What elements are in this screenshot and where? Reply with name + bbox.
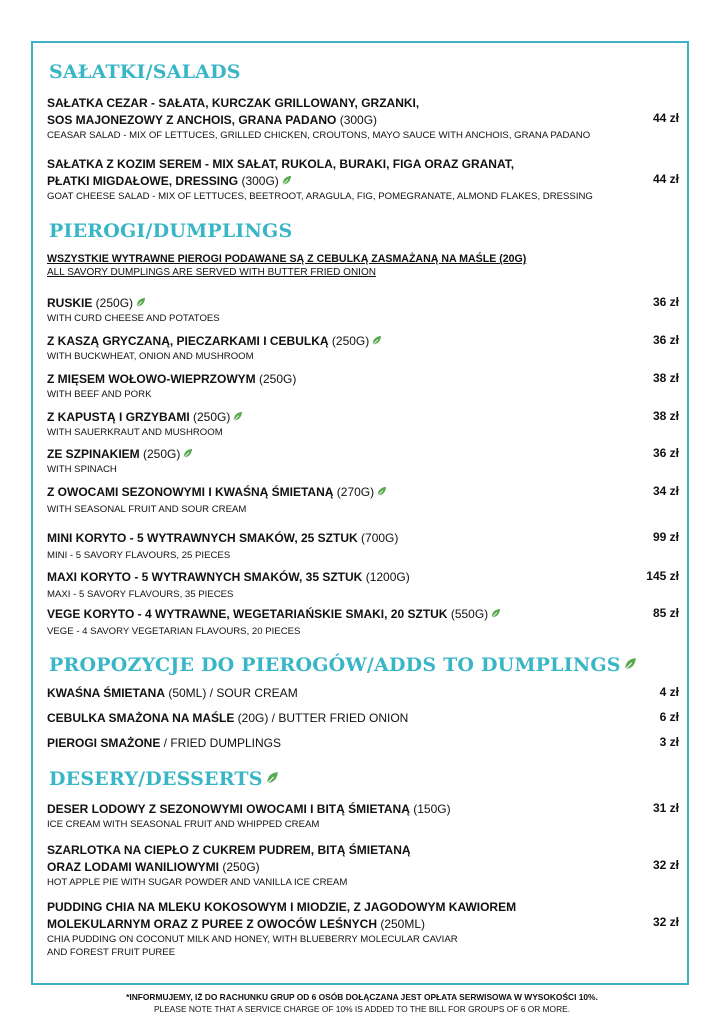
- item-english: WITH CURD CHEESE AND POTATOES: [47, 313, 220, 324]
- item-name-line1: SAŁATKA CEZAR - SAŁATA, KURCZAK GRILLOWANY, GRZANKI,: [47, 96, 420, 110]
- item-english: MINI - 5 SAVORY FLAVOURS, 25 PIECES: [47, 550, 231, 561]
- menu-item-fried-onion: [47, 710, 679, 727]
- item-english-line1: CHIA PUDDING ON COCONUT MILK AND HONEY, WITH BLUEBERRY MOLECULAR CAVIAR: [47, 934, 458, 945]
- item-english: MAXI - 5 SAVORY FLAVOURS, 35 PIECES: [47, 589, 234, 600]
- item-price: 4 zł: [659, 685, 679, 699]
- item-english: WITH SAUERKRAUT AND MUSHROOM: [47, 427, 223, 438]
- item-name-line2: PŁATKI MIGDAŁOWE, DRESSING: [47, 174, 239, 188]
- leaf-icon: [371, 335, 382, 346]
- dumplings-note: [47, 252, 679, 280]
- item-detail: (50ML) / SOUR CREAM: [165, 686, 298, 700]
- item-name: RUSKIE: [47, 296, 93, 310]
- item-english: HOT APPLE PIE WITH SUGAR POWDER AND VANILLA ICE CREAM: [47, 877, 348, 888]
- service-charge-note: [0, 991, 724, 1015]
- item-price: 44 zł: [652, 111, 679, 125]
- item-price: 32 zł: [652, 858, 679, 872]
- menu-item-vege-koryto: [47, 606, 679, 638]
- section-title-text: DESERY/DESSERTS: [49, 768, 263, 790]
- item-name: Z OWOCAMI SEZONOWYMI I KWAŚNĄ ŚMIETANĄ: [47, 485, 334, 499]
- menu-item-ice-cream: [47, 801, 679, 831]
- menu-item-sour-cream: [47, 685, 679, 702]
- item-price: 6 zł: [659, 710, 679, 724]
- menu-item-ruskie: [47, 295, 679, 325]
- item-name-line1: SZARLOTKA NA CIEPŁO Z CUKREM PUDREM, BITĄ ŚMIETANĄ: [47, 843, 411, 857]
- item-detail: / FRIED DUMPLINGS: [160, 736, 282, 750]
- item-name: CEBULKA SMAŻONA NA MAŚLE: [47, 711, 235, 725]
- item-weight: (300G): [336, 113, 378, 127]
- leaf-icon: [135, 297, 146, 308]
- item-name: DESER LODOWY Z SEZONOWYMI OWOCAMI I BITĄ ŚMIETANĄ: [47, 802, 410, 816]
- item-detail: (20G) / BUTTER FRIED ONION: [234, 711, 409, 725]
- menu-item-caesar-salad: [47, 95, 679, 142]
- item-name-line1: SAŁATKA Z KOZIM SEREM - MIX SAŁAT, RUKOLA, BURAKI, FIGA ORAZ GRANAT,: [47, 157, 515, 171]
- menu-item-beef-pork: [47, 371, 679, 401]
- section-title-desserts: [49, 768, 279, 790]
- item-name: ZE SZPINAKIEM: [47, 447, 140, 461]
- leaf-icon: [376, 486, 387, 497]
- item-price: 38 zł: [652, 371, 679, 385]
- menu-item-apple-pie: [47, 842, 679, 889]
- item-english: ICE CREAM WITH SEASONAL FRUIT AND WHIPPED CREAM: [47, 819, 320, 830]
- menu-item-spinach: [47, 446, 679, 476]
- item-price: 44 zł: [652, 172, 679, 186]
- item-price: 31 zł: [652, 801, 679, 815]
- note-polish: WSZYSTKIE WYTRAWNE PIEROGI PODAWANE SĄ Z CEBULKĄ ZASMAŻANĄ NA MAŚLE (20G): [47, 253, 527, 265]
- menu-item-maxi-koryto: [47, 569, 679, 601]
- item-weight: (550G): [447, 607, 489, 621]
- menu-item-buckwheat: [47, 333, 679, 363]
- section-title-dumplings: PIEROGI/DUMPLINGS: [49, 220, 293, 242]
- item-name: KWAŚNA ŚMIETANA: [47, 686, 165, 700]
- item-english: WITH BUCKWHEAT, ONION AND MUSHROOM: [47, 351, 254, 362]
- item-weight: (150G): [409, 802, 451, 816]
- item-weight: (250G): [92, 296, 134, 310]
- item-name: Z MIĘSEM WOŁOWO-WIEPRZOWYM: [47, 372, 256, 386]
- menu-item-fried-dumplings: [47, 735, 679, 752]
- item-weight: (700G): [357, 531, 399, 545]
- item-english: VEGE - 4 SAVORY VEGETARIAN FLAVOURS, 20 PIECES: [47, 626, 301, 637]
- item-english: WITH SEASONAL FRUIT AND SOUR CREAM: [47, 504, 247, 515]
- section-title-adds: [49, 654, 637, 676]
- menu-item-chia-pudding: [47, 899, 679, 959]
- item-price: 145 zł: [646, 569, 679, 583]
- item-weight: (250G): [255, 372, 297, 386]
- item-price: 36 zł: [652, 295, 679, 309]
- item-price: 38 zł: [652, 409, 679, 423]
- item-name: VEGE KORYTO - 4 WYTRAWNE, WEGETARIAŃSKIE SMAKI, 20 SZTUK: [47, 607, 448, 621]
- item-weight: (250G): [218, 860, 260, 874]
- item-price: 34 zł: [652, 484, 679, 498]
- note-english: ALL SAVORY DUMPLINGS ARE SERVED WITH BUTTER FRIED ONION: [47, 267, 376, 278]
- item-price: 36 zł: [652, 446, 679, 460]
- item-weight: (250ML): [377, 917, 426, 931]
- leaf-icon: [265, 771, 279, 785]
- menu-item-sauerkraut: [47, 409, 679, 439]
- item-price: 85 zł: [652, 606, 679, 620]
- item-english: GOAT CHEESE SALAD - MIX OF LETTUCES, BEETROOT, ARAGULA, FIG, POMEGRANATE, ALMOND FLAKES, DRESSING: [47, 191, 593, 202]
- section-title-text: PROPOZYCJE DO PIEROGÓW/ADDS TO DUMPLINGS: [49, 654, 621, 676]
- item-weight: (250G): [139, 447, 181, 461]
- leaf-icon: [490, 608, 501, 619]
- item-name-line2: ORAZ LODAMI WANILIOWYMI: [47, 860, 219, 874]
- item-price: 32 zł: [652, 915, 679, 929]
- item-weight: (300G): [238, 174, 279, 188]
- item-english-line2: AND FOREST FRUIT PUREE: [47, 947, 176, 958]
- section-title-salads: SAŁATKI/SALADS: [49, 61, 241, 83]
- item-name-line1: PUDDING CHIA NA MLEKU KOKOSOWYM I MIODZIE, Z JAGODOWYM KAWIOREM: [47, 900, 517, 914]
- menu-item-goat-cheese-salad: [47, 156, 679, 203]
- leaf-icon: [182, 448, 193, 459]
- item-weight: (270G): [333, 485, 375, 499]
- footer-english: PLEASE NOTE THAT A SERVICE CHARGE OF 10% IS ADDED TO THE BILL FOR GROUPS OF 6 OR MORE.: [153, 1004, 571, 1014]
- item-name: Z KAPUSTĄ I GRZYBAMI: [47, 410, 190, 424]
- footer-polish: *INFORMUJEMY, IŻ DO RACHUNKU GRUP OD 6 OSÓB DOŁĄCZANA JEST OPŁATA SERWISOWA W WYSOKOŚCI 10%.: [126, 992, 598, 1002]
- item-weight: (250G): [328, 334, 370, 348]
- item-name-line2: MOLEKULARNYM ORAZ Z PUREE Z OWOCÓW LEŚNYCH: [47, 917, 377, 931]
- item-english: WITH BEEF AND PORK: [47, 389, 152, 400]
- menu-item-mini-koryto: [47, 530, 679, 562]
- item-price: 3 zł: [659, 735, 679, 749]
- leaf-icon: [281, 175, 292, 186]
- item-weight: (250G): [189, 410, 231, 424]
- menu-item-seasonal-fruit: [47, 484, 679, 516]
- item-name: Z KASZĄ GRYCZANĄ, PIECZARKAMI I CEBULKĄ: [47, 334, 329, 348]
- leaf-icon: [623, 657, 637, 671]
- item-english: WITH SPINACH: [47, 464, 117, 475]
- item-name: PIEROGI SMAŻONE: [47, 736, 161, 750]
- item-name-line2: SOS MAJONEZOWY Z ANCHOIS, GRANA PADANO: [47, 113, 337, 127]
- item-english: CEASAR SALAD - MIX OF LETTUCES, GRILLED CHICKEN, CROUTONS, MAYO SAUCE WITH ANCHOIS, GRANA PADANO: [47, 130, 591, 141]
- item-name: MINI KORYTO - 5 WYTRAWNYCH SMAKÓW, 25 SZTUK: [47, 531, 358, 545]
- item-price: 99 zł: [652, 530, 679, 544]
- item-name: MAXI KORYTO - 5 WYTRAWNYCH SMAKÓW, 35 SZTUK: [47, 570, 363, 584]
- item-weight: (1200G): [362, 570, 410, 584]
- leaf-icon: [232, 411, 243, 422]
- item-price: 36 zł: [652, 333, 679, 347]
